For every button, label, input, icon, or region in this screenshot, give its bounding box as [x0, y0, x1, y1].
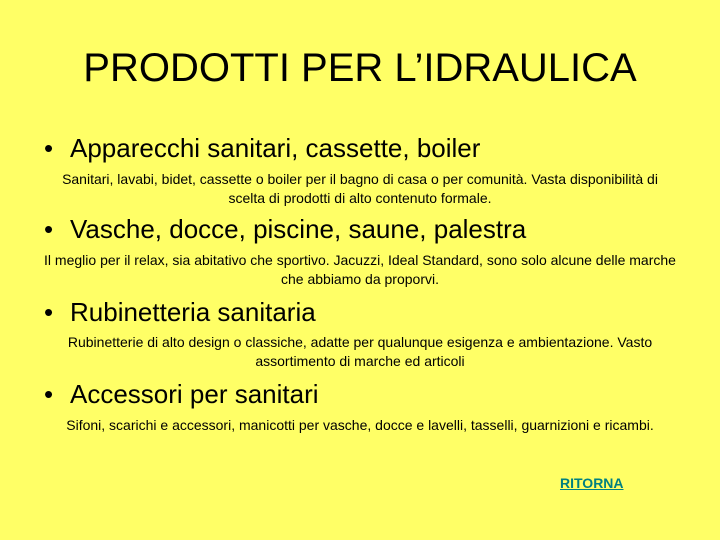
- bullet-icon: •: [44, 133, 54, 163]
- section-heading-vasche: [44, 213, 526, 245]
- section-heading-accessori: [44, 378, 319, 410]
- section-heading-label: Accessori per sanitari: [70, 379, 319, 409]
- section-description-vasche: Il meglio per il relax, sia abitativo che sportivo. Jacuzzi, Ideal Standard, sono solo alcune delle marche che abbiamo da proporvi.: [44, 252, 676, 287]
- bullet-icon: •: [44, 297, 54, 327]
- section-heading-label: Apparecchi sanitari, cassette, boiler: [70, 133, 481, 163]
- section-description-accessori: Sifoni, scarichi e accessori, manicotti per vasche, docce e lavelli, tasselli, guarnizioni e ricambi.: [66, 417, 654, 433]
- section-heading-rubinetteria: [44, 296, 316, 328]
- slide-title: PRODOTTI PER L’IDRAULICA: [83, 46, 637, 90]
- bullet-icon: •: [44, 379, 54, 409]
- section-description-sanitari: Sanitari, lavabi, bidet, cassette o boiler per il bagno di casa o per comunità. Vasta disponibilità di scelta di prodotti di alto contenuto formale.: [62, 171, 658, 206]
- return-link[interactable]: RITORNA: [560, 475, 624, 491]
- section-heading-label: Rubinetteria sanitaria: [70, 297, 316, 327]
- section-description-rubinetteria: Rubinetterie di alto design o classiche, adatte per qualunque esigenza e ambientazione. Vasto assortimento di marche ed articoli: [67, 334, 653, 369]
- bullet-icon: •: [44, 214, 54, 244]
- section-heading-label: Vasche, docce, piscine, saune, palestra: [70, 214, 527, 244]
- section-heading-sanitari: [44, 132, 480, 164]
